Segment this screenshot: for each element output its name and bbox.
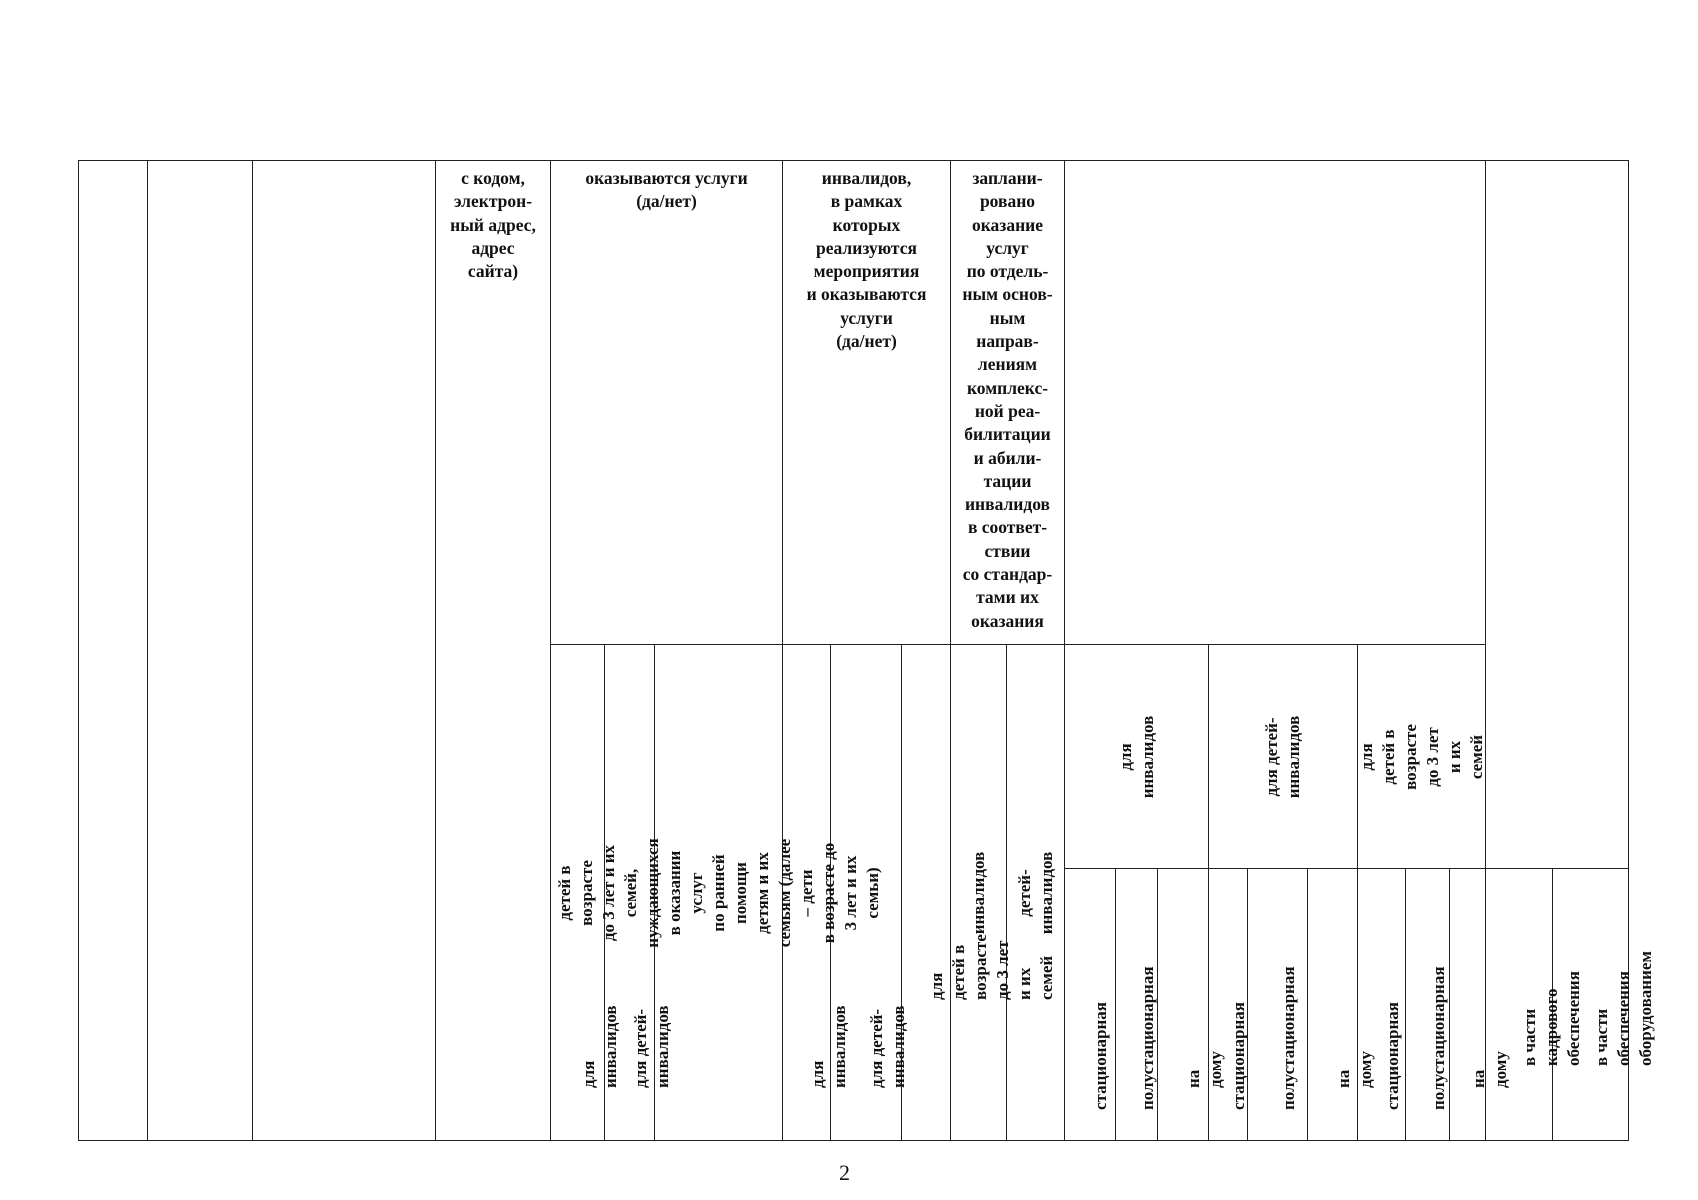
header-services-provided-text: оказываются услуги (да/нет) (585, 168, 748, 212)
header-planned (951, 161, 1065, 645)
header-contacts-text: с кодом, электрон- ный адрес, адрес сайта) (450, 168, 536, 282)
header-planned-text: заплани- ровано оказание услуг по отдель- ным основ- ным направ- лениям комплекс- ной реа- билитации и абили- тации инвалидов в соответ- ствии со стандар- тами их оказания (962, 168, 1053, 631)
sub-planned-disabled-children: детей-инвалидов (1007, 645, 1065, 1141)
form-stationary-1: стационарная (1065, 869, 1116, 1141)
form-at-home-2: на дому (1308, 869, 1358, 1141)
sub-for-disabled: для инвалидов (551, 645, 605, 1141)
form-group-children-under3: для детей в возрасте до 3 лет и их семей (1358, 645, 1486, 869)
form-at-home-1: на дому (1158, 869, 1209, 1141)
col-blank-1 (79, 161, 148, 1141)
form-semi-stationary-3: полустационарная (1406, 869, 1450, 1141)
header-contacts (436, 161, 551, 1141)
sub-prog-for-disabled: для инвалидов (783, 645, 831, 1141)
header-staff-blank (1486, 161, 1629, 869)
form-at-home-3: на дому (1450, 869, 1486, 1141)
staff-equipment: в части обеспечения оборудованием (1553, 869, 1629, 1141)
form-group-disabled-children: для детей-инвалидов (1209, 645, 1358, 869)
header-services-provided (551, 161, 783, 645)
sub-prog-children-under3: для детей в возрасте до 3 лет и их семей (902, 645, 951, 1141)
sub-planned-disabled: инвалидов (951, 645, 1007, 1141)
form-stationary-3: стационарная (1358, 869, 1406, 1141)
header-programs-text: инвалидов, в рамках которых реализуются мероприятия и оказываются услуги (да/нет) (806, 168, 927, 352)
sub-early-help: детей в возрасте до 3 лет и их семей, нуждающихся в оказании услуг по ранней помощи детям и их семьям (далее – дети в возрасте до 3 лет и их семьи) (655, 645, 783, 1141)
form-semi-stationary-1: полустационарная (1116, 869, 1158, 1141)
form-group-disabled: для инвалидов (1065, 645, 1209, 869)
page-number: 2 (839, 1160, 850, 1185)
sub-prog-for-disabled-children: для детей-инвалидов (831, 645, 902, 1141)
staff-personnel: в части кадрового обеспечения (1486, 869, 1553, 1141)
col-blank-3 (253, 161, 436, 1141)
form-stationary-2: стационарная (1209, 869, 1248, 1141)
sub-for-disabled-children: для детей-инвалидов (605, 645, 655, 1141)
header-forms-blank (1065, 161, 1486, 645)
header-programs (783, 161, 951, 645)
services-table (78, 160, 1655, 1141)
form-semi-stationary-2: полустационарная (1248, 869, 1308, 1141)
col-blank-2 (148, 161, 253, 1141)
